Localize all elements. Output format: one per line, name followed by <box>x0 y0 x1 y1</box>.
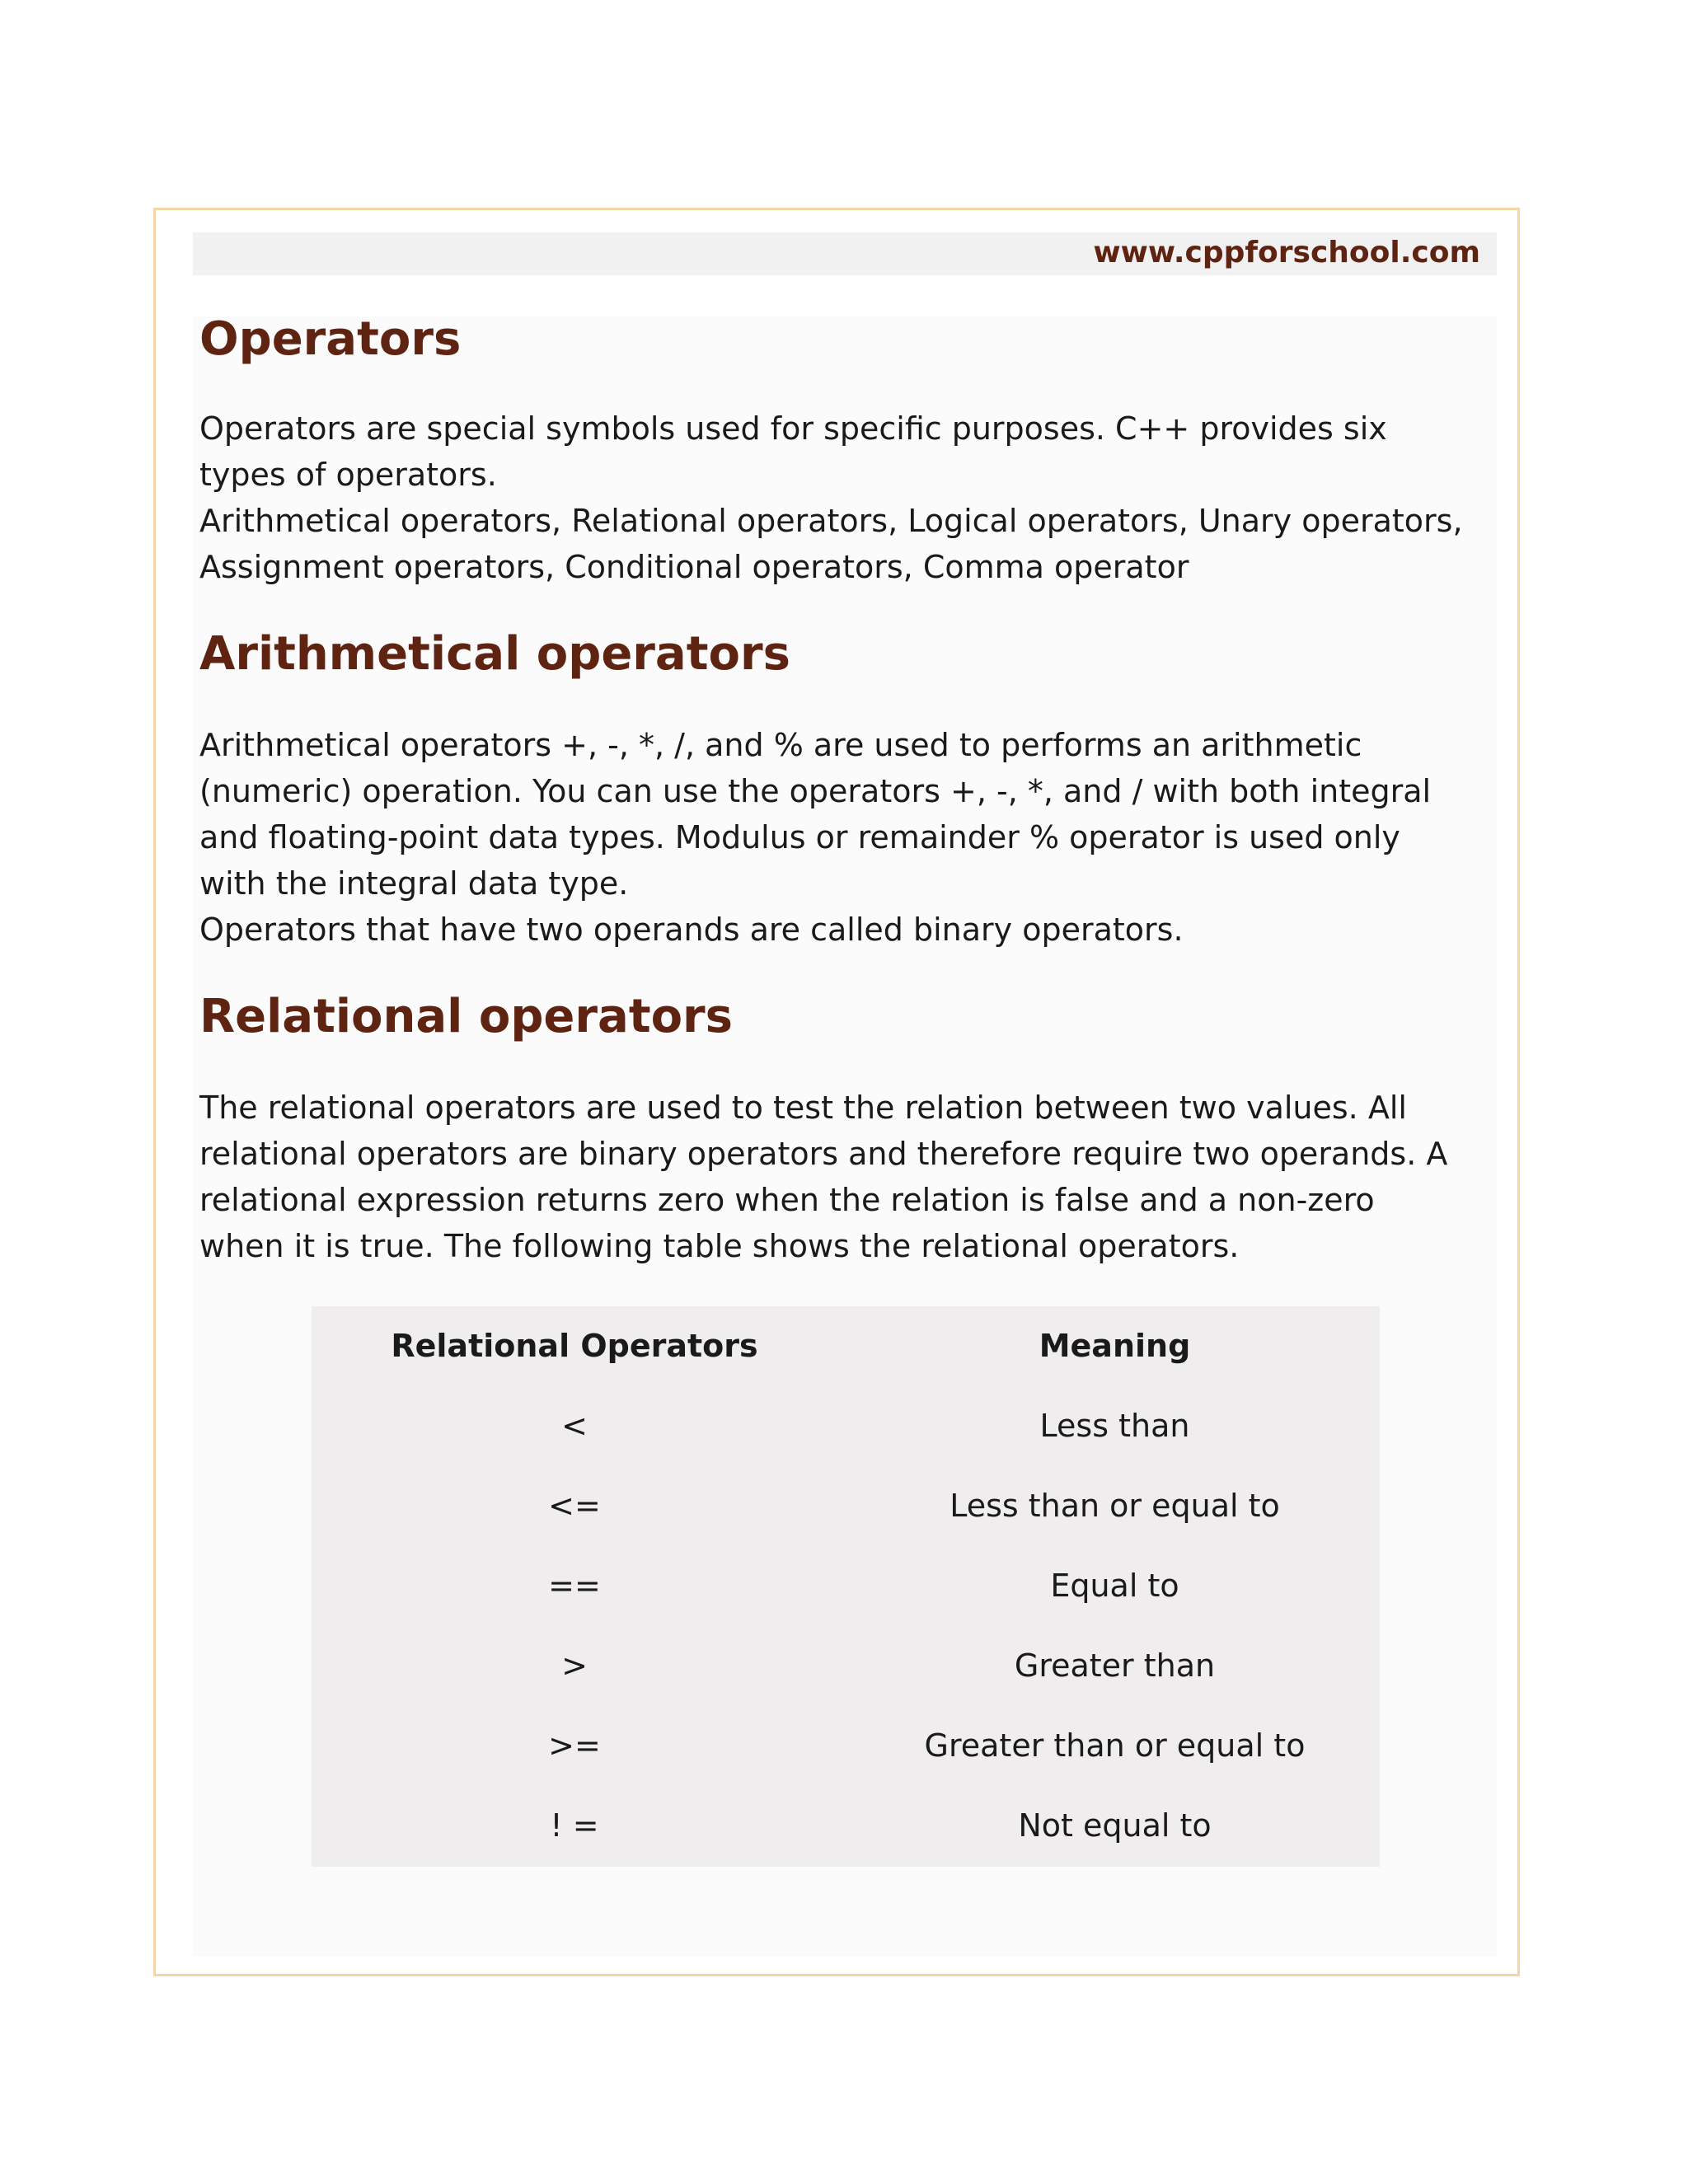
text-line: Arithmetical operators +, -, *, /, and % are used to performs an arithmetic <box>199 727 1362 763</box>
text-line: Assignment operators, Conditional operators, Comma operator <box>199 549 1189 585</box>
table-cell-meaning: Greater than or equal to <box>924 1727 1306 1764</box>
table-cell-operator: > <box>561 1647 588 1684</box>
table-row <box>312 1466 1380 1546</box>
text-line: (numeric) operation. You can use the operators +, -, *, and / with both integral <box>199 773 1432 809</box>
table-header-row <box>312 1306 1380 1386</box>
table-cell-meaning: Equal to <box>1050 1568 1179 1604</box>
table-cell-meaning: Less than <box>1039 1408 1190 1444</box>
table-cell-meaning: Not equal to <box>1018 1807 1212 1844</box>
text-line: types of operators. <box>199 457 497 493</box>
table-cell-operator: ! = <box>550 1807 599 1844</box>
text-line: The relational operators are used to test the relation between two values. All <box>199 1090 1407 1126</box>
table-row <box>312 1786 1380 1866</box>
paragraph-operators <box>199 405 1493 590</box>
table-cell-operator: == <box>548 1568 601 1604</box>
text-line: Arithmetical operators, Relational operators, Logical operators, Unary operators, <box>199 503 1463 539</box>
text-line: when it is true. The following table shows the relational operators. <box>199 1228 1240 1264</box>
text-line: relational expression returns zero when the relation is false and a non-zero <box>199 1182 1375 1218</box>
table-cell-operator: >= <box>548 1727 601 1764</box>
heading-arithmetical-operators: Arithmetical operators <box>199 627 790 681</box>
table-header-cell: Meaning <box>1039 1328 1191 1364</box>
table-row <box>312 1706 1380 1786</box>
table-cell-operator: <= <box>548 1488 601 1524</box>
paragraph-relational-operators <box>199 1085 1493 1269</box>
paragraph-arithmetical-operators <box>199 722 1493 953</box>
table-header-cell: Relational Operators <box>391 1328 758 1364</box>
text-line: Operators are special symbols used for specific purposes. C++ provides six <box>199 410 1387 447</box>
text-line: relational operators are binary operators and therefore require two operands. A <box>199 1136 1448 1172</box>
text-line: Operators that have two operands are called binary operators. <box>199 912 1184 948</box>
site-header-bar <box>193 232 1497 275</box>
table-row <box>312 1626 1380 1706</box>
heading-relational-operators: Relational operators <box>199 990 734 1043</box>
relational-operators-table <box>312 1306 1380 1867</box>
text-line: and floating-point data types. Modulus or remainder % operator is used only <box>199 819 1400 855</box>
site-url-link[interactable]: www.cppforschool.com <box>1093 236 1480 269</box>
text-line: with the integral data type. <box>199 865 629 902</box>
table-cell-operator: < <box>561 1408 588 1444</box>
table-row <box>312 1386 1380 1466</box>
table-cell-meaning: Less than or equal to <box>950 1488 1280 1524</box>
table-row <box>312 1546 1380 1626</box>
table-cell-meaning: Greater than <box>1014 1647 1216 1684</box>
heading-operators: Operators <box>199 312 462 366</box>
